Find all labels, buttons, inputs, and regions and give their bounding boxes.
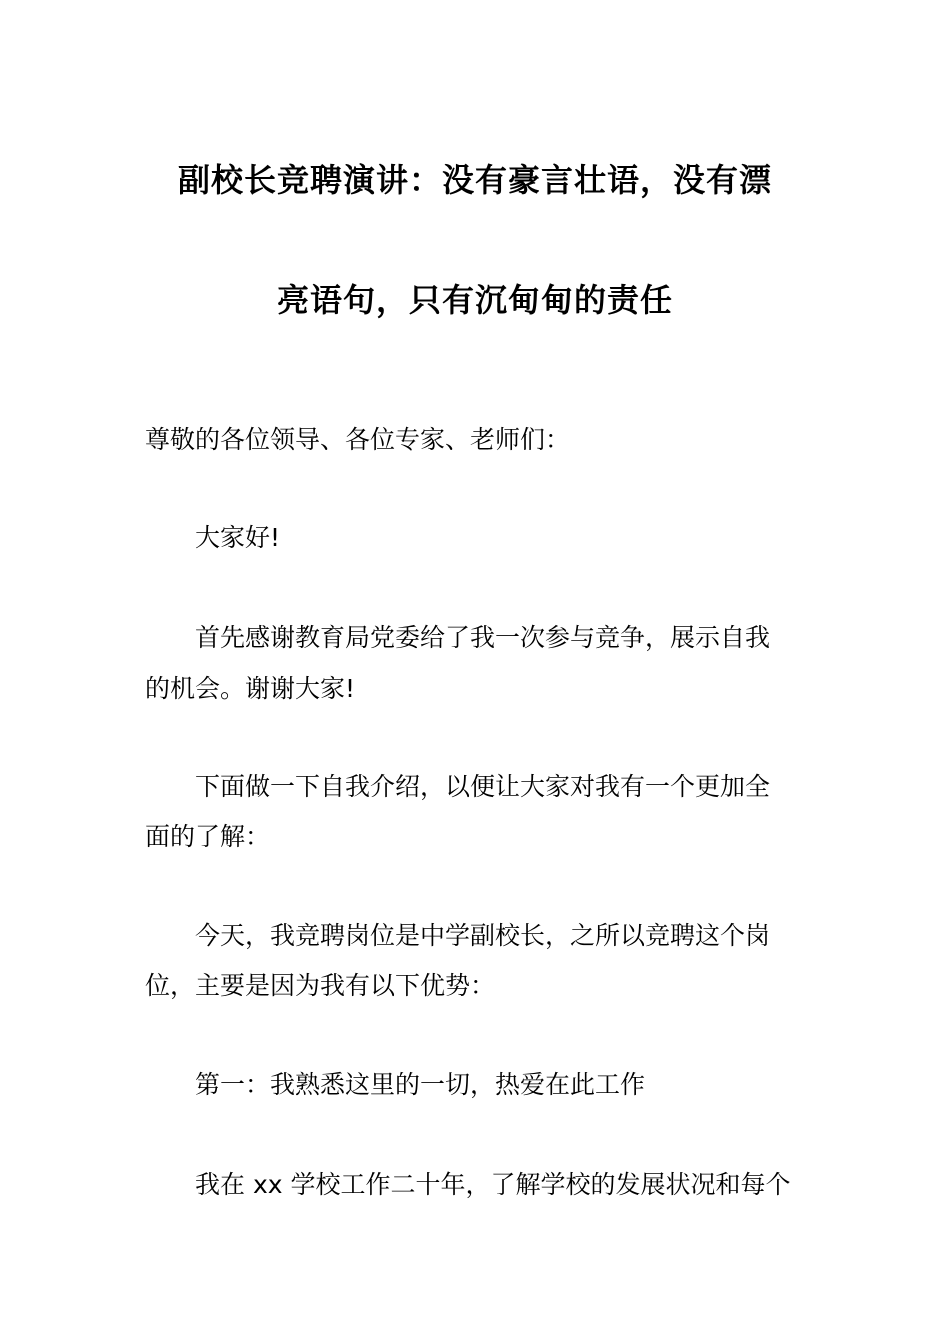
document-title-line-1: 副校长竞聘演讲：没有豪言壮语，没有漂 <box>177 161 772 199</box>
paragraph-2-line-2: 面的了解： <box>145 822 271 851</box>
paragraph-1-line-2: 的机会。谢谢大家! <box>145 674 356 703</box>
paragraph-4-line-1: 第一：我熟悉这里的一切，热爱在此工作 <box>195 1070 646 1099</box>
paragraph-3-line-2: 位，主要是因为我有以下优势： <box>145 971 496 1000</box>
paragraph-5-line-1: 我在 xx 学校工作二十年，了解学校的发展状况和每个 <box>195 1170 791 1199</box>
document-title-line-2: 亮语句，只有沉甸甸的责任 <box>276 281 673 319</box>
paragraph-1-line-1: 首先感谢教育局党委给了我一次参与竞争，展示自我 <box>195 623 771 652</box>
paragraph-2-line-1: 下面做一下自我介绍，以便让大家对我有一个更加全 <box>195 772 771 801</box>
paragraph-3-line-1: 今天，我竞聘岗位是中学副校长，之所以竞聘这个岗 <box>195 921 771 950</box>
greeting: 大家好! <box>195 523 281 552</box>
salutation: 尊敬的各位领导、各位专家、老师们： <box>145 425 571 454</box>
